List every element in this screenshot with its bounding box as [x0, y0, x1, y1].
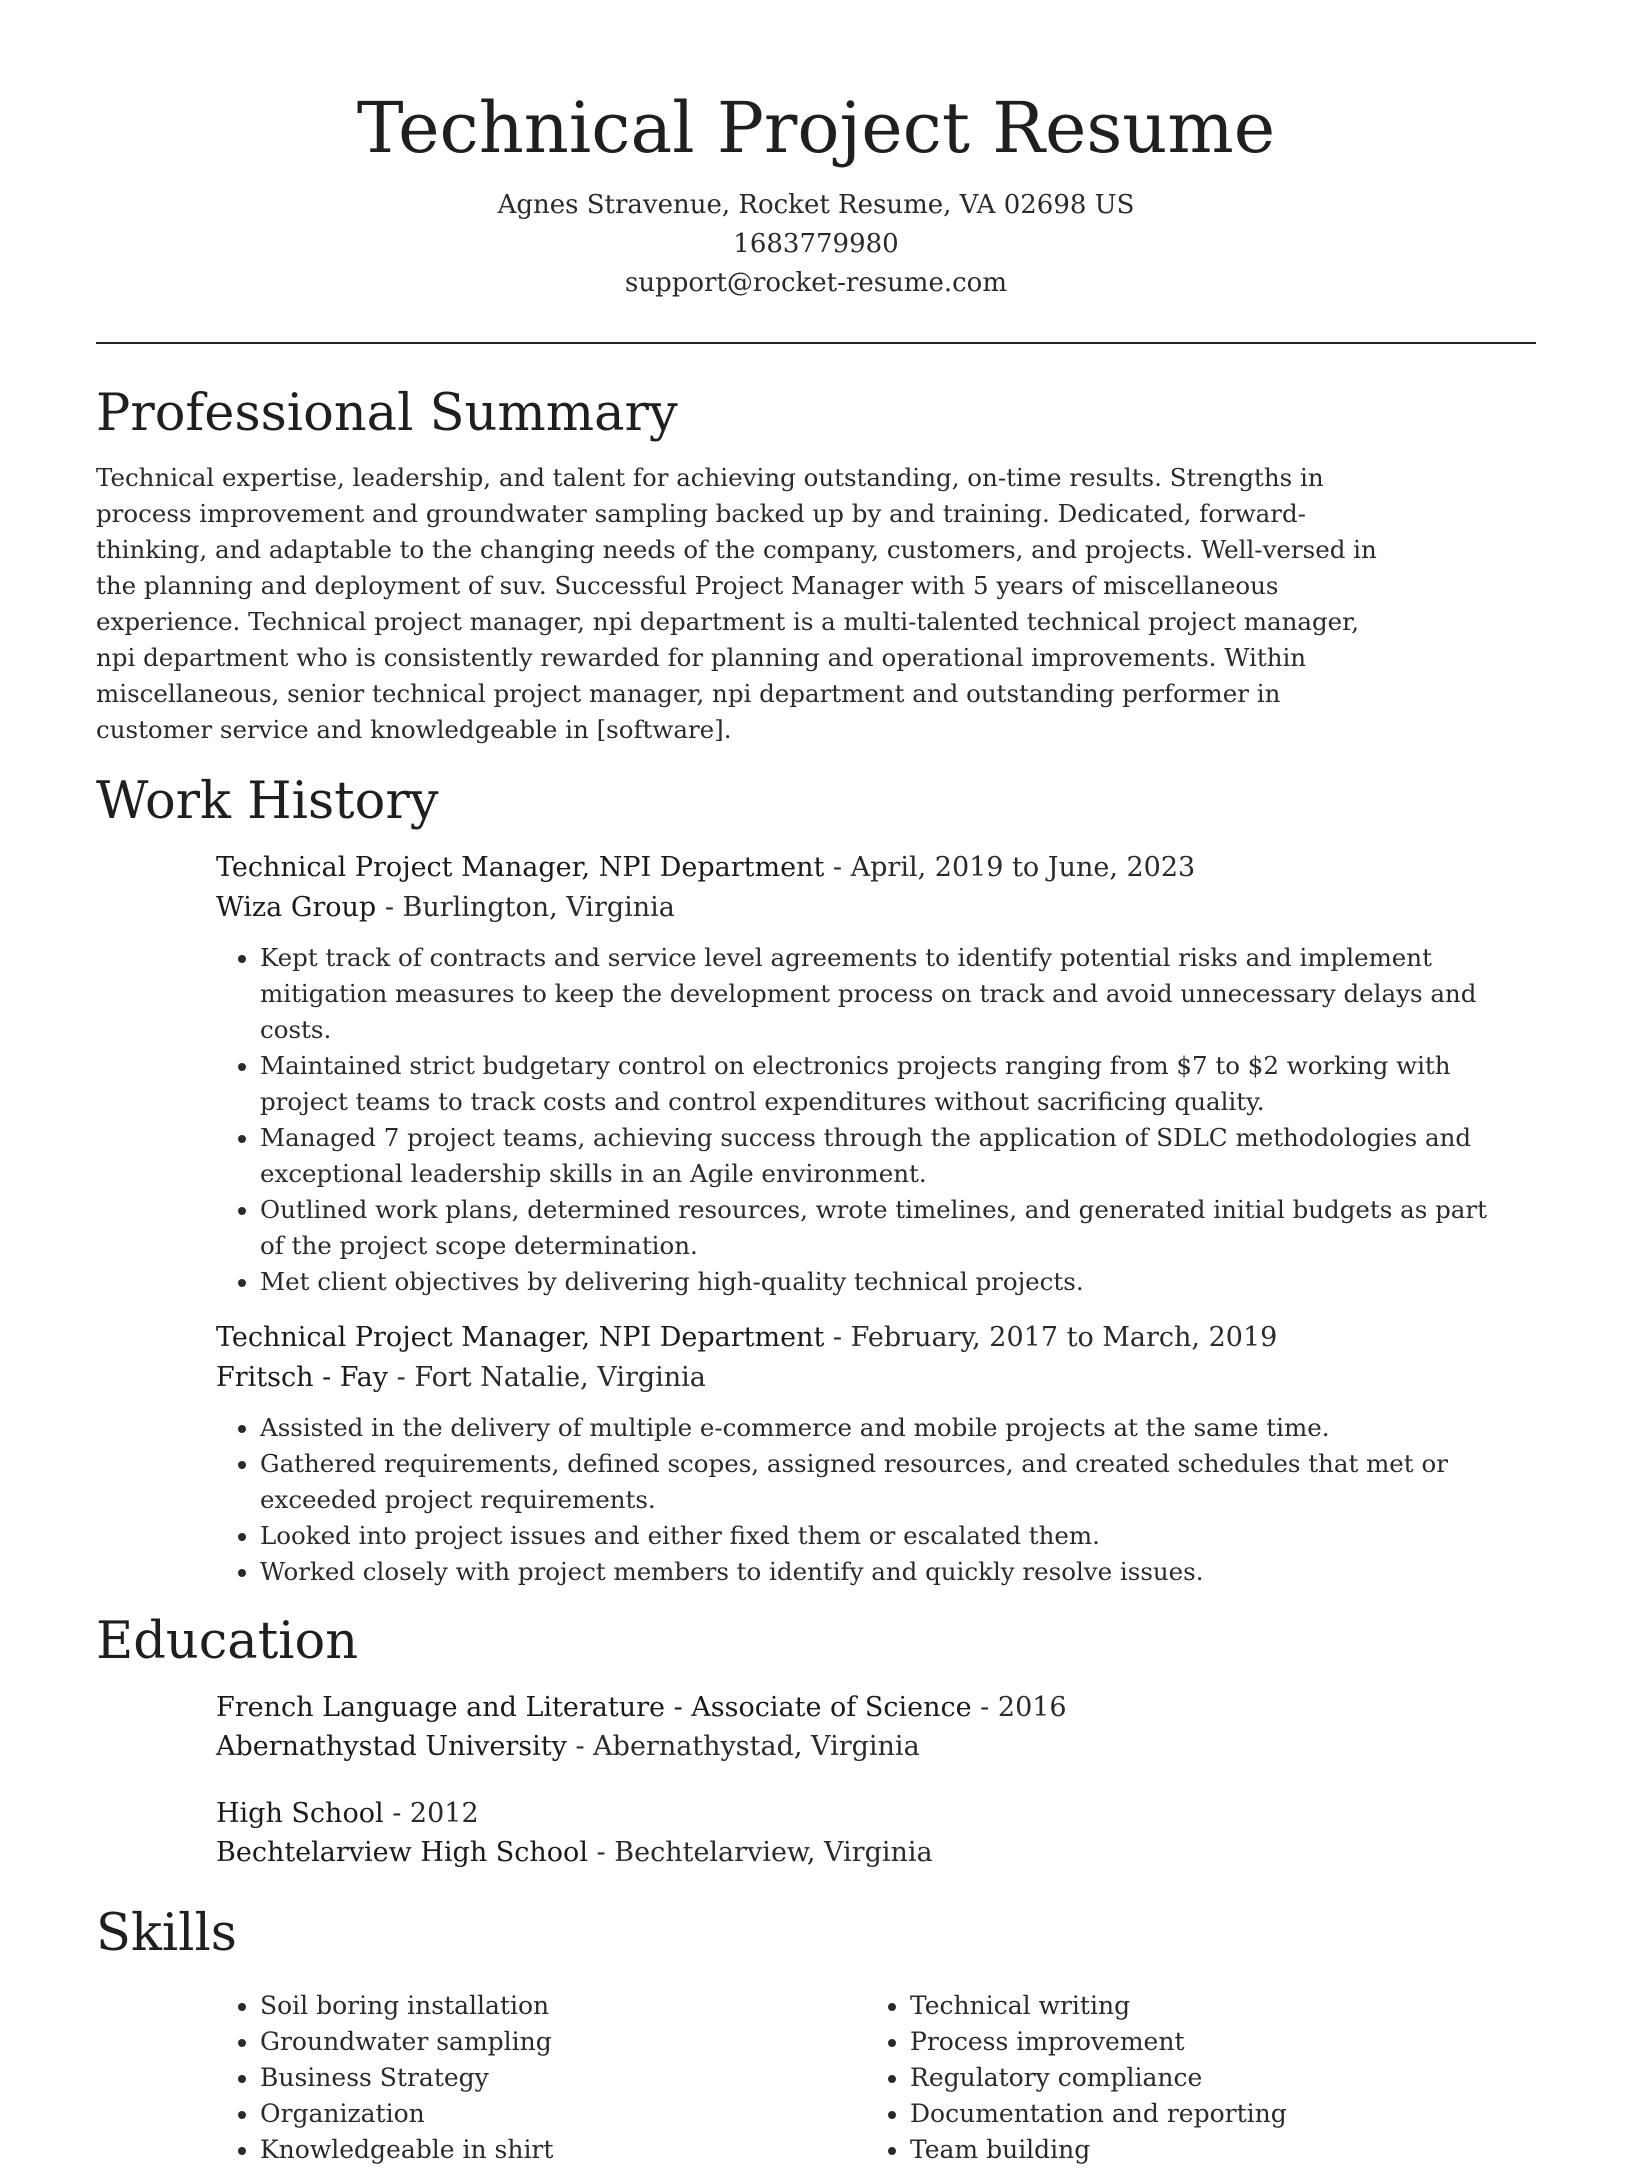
skill-item: • Process improvement: [910, 2024, 1516, 2060]
education-year: 2016: [997, 1692, 1067, 1723]
education-degree: High School: [216, 1798, 384, 1829]
contact-info: [0, 186, 1632, 303]
skill-item: • Knowledgeable in shirt: [260, 2132, 866, 2168]
resume-header: [0, 0, 1632, 303]
skill-item: • Business Strategy: [260, 2060, 866, 2096]
job-entry: [216, 848, 1516, 1300]
email: support@rocket-resume.com: [624, 268, 1007, 298]
list-item: • Maintained strict budgetary control on electronics projects ranging from $7 to $2 working with project teams to track costs and control expenditures without sacrificing quality.: [260, 1048, 1516, 1120]
skill-item: • Technical writing: [910, 1988, 1516, 2024]
job-company: Fritsch - Fay: [216, 1362, 389, 1393]
list-item: • Met client objectives by delivering high-quality technical projects.: [260, 1264, 1516, 1300]
skills-list: [866, 1988, 1516, 2168]
work-history: [216, 848, 1516, 1590]
list-item: • Kept track of contracts and service level agreements to identify potential risks and implement mitigation measures to keep the development process on track and avoid unnecessary delays and costs.: [260, 940, 1516, 1048]
skills-list: [216, 1988, 866, 2168]
job-dates: February, 2017 to March, 2019: [850, 1322, 1278, 1353]
summary-heading: Professional Summary: [96, 384, 678, 443]
job-bullets: [216, 1410, 1516, 1590]
summary-text: Technical expertise, leadership, and talent for achieving outstanding, on-time results. Strengths in process improvement and groundwater sampling backed up by and training. Dedicated, forward-thinking, and adaptable to the changing needs of the company, customers, and projects. Well-versed in the planning and deployment of suv. Successful Project Manager with 5 years of miscellaneous experience. Technical project manager, npi department is a multi-talented technical project manager, npi department who is consistently rewarded for planning and operational improvements. Within miscellaneous, senior technical project manager, npi department and outstanding performer in customer service and knowledgeable in [software].: [96, 463, 1377, 744]
skills-heading: Skills: [96, 1904, 237, 1963]
skill-item: • Organization: [260, 2096, 866, 2132]
skill-item: • Soil boring installation: [260, 1988, 866, 2024]
resume-title: Technical Project Resume: [356, 87, 1276, 169]
education-school: Bechtelarview High School: [216, 1837, 588, 1868]
education-degree: French Language and Literature - Associate of Science: [216, 1692, 972, 1723]
list-item: • Gathered requirements, defined scopes, assigned resources, and created schedules that met or exceeded project requirements.: [260, 1446, 1516, 1518]
job-bullets: [216, 940, 1516, 1300]
education-year: 2012: [409, 1798, 479, 1829]
education-school-line: Bechtelarview High School - Bechtelarview, Virginia: [216, 1837, 933, 1868]
list-item: • Outlined work plans, determined resources, wrote timelines, and generated initial budgets as part of the project scope determination.: [260, 1192, 1516, 1264]
skill-item: • Groundwater sampling: [260, 2024, 866, 2060]
address: Agnes Stravenue, Rocket Resume, VA 02698 US: [497, 190, 1135, 220]
job-company-line: Fritsch - Fay - Fort Natalie, Virginia: [216, 1362, 706, 1393]
education-location: Bechtelarview, Virginia: [614, 1837, 933, 1868]
education-school: Abernathystad University: [216, 1731, 567, 1762]
skill-item: • Team building: [910, 2132, 1516, 2168]
list-item: • Managed 7 project teams, achieving success through the application of SDLC methodologies and exceptional leadership skills in an Agile environment.: [260, 1120, 1516, 1192]
list-item: • Looked into project issues and either fixed them or escalated them.: [260, 1518, 1516, 1554]
job-company-line: Wiza Group - Burlington, Virginia: [216, 892, 675, 923]
skill-item: • Documentation and reporting: [910, 2096, 1516, 2132]
job-location: Burlington, Virginia: [402, 892, 675, 923]
education-list: [216, 1688, 1516, 1872]
resume-body: [96, 380, 1536, 2168]
job-dates: April, 2019 to June, 2023: [850, 852, 1196, 883]
phone: 1683779980: [733, 229, 899, 259]
education-entry: [216, 1794, 1516, 1872]
education-entry: [216, 1688, 1516, 1766]
job-role: Technical Project Manager, NPI Department: [216, 852, 825, 883]
work-history-heading: Work History: [96, 772, 439, 831]
job-company: Wiza Group: [216, 892, 377, 923]
skill-item: • Regulatory compliance: [910, 2060, 1516, 2096]
job-location: Fort Natalie, Virginia: [414, 1362, 706, 1393]
job-title-line: Technical Project Manager, NPI Department - February, 2017 to March, 2019: [216, 1322, 1278, 1353]
education-degree-line: High School - 2012: [216, 1798, 479, 1829]
education-heading: Education: [96, 1612, 359, 1671]
skills-grid: [216, 1980, 1516, 2168]
list-item: • Assisted in the delivery of multiple e-commerce and mobile projects at the same time.: [260, 1410, 1516, 1446]
education-location: Abernathystad, Virginia: [593, 1731, 920, 1762]
job-entry: [216, 1318, 1516, 1590]
skills-column-left: [216, 1980, 866, 2168]
skills-column-right: [866, 1980, 1516, 2168]
list-item: • Worked closely with project members to identify and quickly resolve issues.: [260, 1554, 1516, 1590]
education-degree-line: French Language and Literature - Associate of Science - 2016: [216, 1692, 1067, 1723]
header-divider: [96, 342, 1536, 344]
education-school-line: Abernathystad University - Abernathystad, Virginia: [216, 1731, 920, 1762]
job-title-line: Technical Project Manager, NPI Department - April, 2019 to June, 2023: [216, 852, 1196, 883]
job-role: Technical Project Manager, NPI Department: [216, 1322, 825, 1353]
